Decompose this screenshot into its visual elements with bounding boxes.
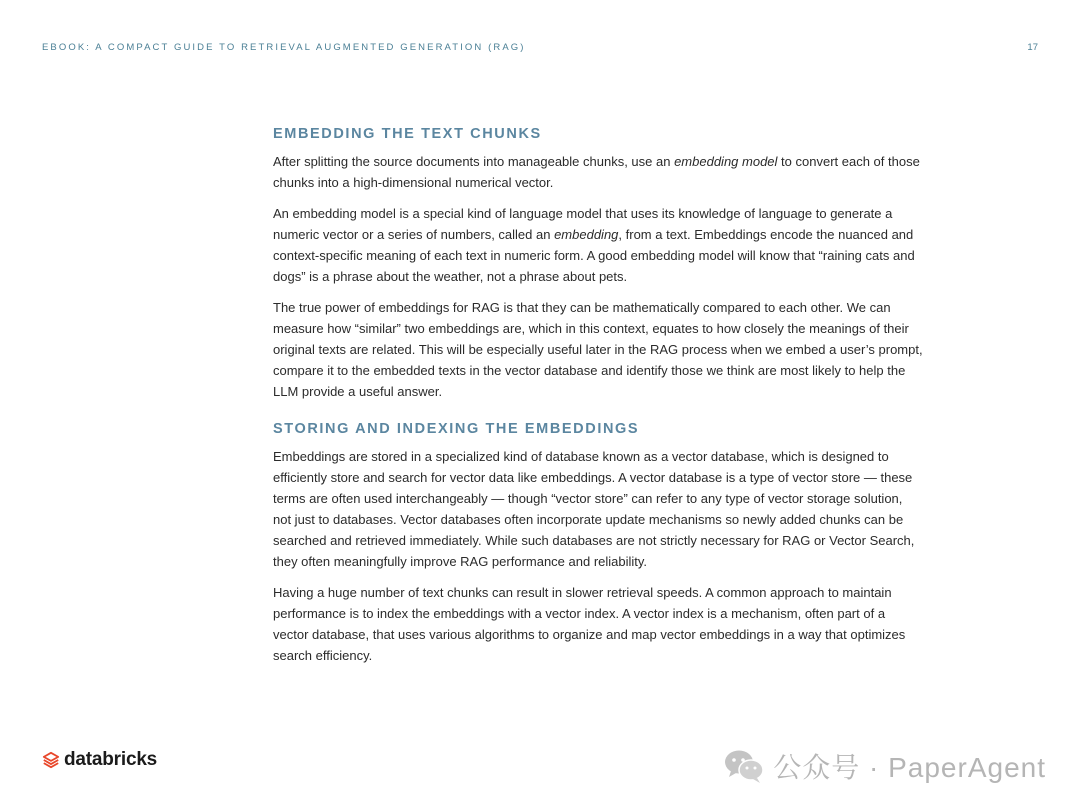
section-heading-storing: STORING AND INDEXING THE EMBEDDINGS — [273, 421, 640, 437]
paragraph-vector-database: Embeddings are stored in a specialized kind of database known as a vector database, which is designed to efficiently store and search for vector data like embeddings. A vector database is a type of vector store — these terms are often used interchangeably — though “vector store” can refer to any type of vector storage solution, not just to databases. Vector databases often incorporate update mechanisms so newly added chunks can be searched and retrieved immediately. While such databases are not strictly necessary for RAG or Vector Search, they often meaningfully improve RAG performance and reliability. — [273, 449, 915, 569]
section-heading-embedding: EMBEDDING THE TEXT CHUNKS — [273, 126, 542, 142]
paragraph-embedding-model — [273, 203, 923, 287]
logo-text: databricks — [64, 749, 158, 770]
paragraph-embedding-power: The true power of embeddings for RAG is that they can be mathematically compared to each other. We can measure how “similar” two embeddings are, which in this context, equates to how closely the meanings of their original texts are related. This will be especially useful later in the RAG process when we embed a user’s prompt, compare it to the embedded texts in the vector database and identify those we think are most likely to help the LLM provide a useful answer. — [273, 300, 923, 399]
emphasis-embedding: embedding — [554, 227, 619, 242]
running-header-title: EBOOK: A COMPACT GUIDE TO RETRIEVAL AUGMENTED GENERATION (RAG) — [42, 42, 526, 53]
databricks-logo — [42, 749, 157, 771]
paragraph-text: , from a text. Embeddings encode the nuanced and context-specific meaning of each text in numeric form. A good embedding model will know that “raining cats and dogs” is a phrase about the weather, not a phrase about pets. — [273, 227, 915, 284]
watermark — [723, 746, 1046, 786]
paragraph-embedding-intro — [273, 151, 923, 193]
paragraph-vector-index: Having a huge number of text chunks can result in slower retrieval speeds. A common approach to maintain performance is to index the embeddings with a vector index. A vector index is a mechanism, often part of a vector database, that uses various algorithms to organize and map vector embeddings in a way that optimizes search efficiency. — [273, 585, 906, 663]
wechat-icon — [723, 748, 765, 784]
watermark-text: 公众号 · PaperAgent — [773, 752, 1046, 783]
page-number: 17 — [1027, 42, 1038, 53]
emphasis-embedding-model: embedding model — [674, 154, 778, 169]
databricks-stack-icon — [42, 751, 60, 769]
paragraph-text: An embedding model is a special kind of language model that uses its knowledge of language to generate a numeric vector or a series of numbers, called an — [273, 206, 893, 242]
main-content — [273, 126, 923, 676]
paragraph-text: After splitting the source documents into manageable chunks, use an — [273, 154, 675, 169]
paragraph-text: to convert each of those chunks into a high-dimensional numerical vector. — [273, 154, 920, 190]
